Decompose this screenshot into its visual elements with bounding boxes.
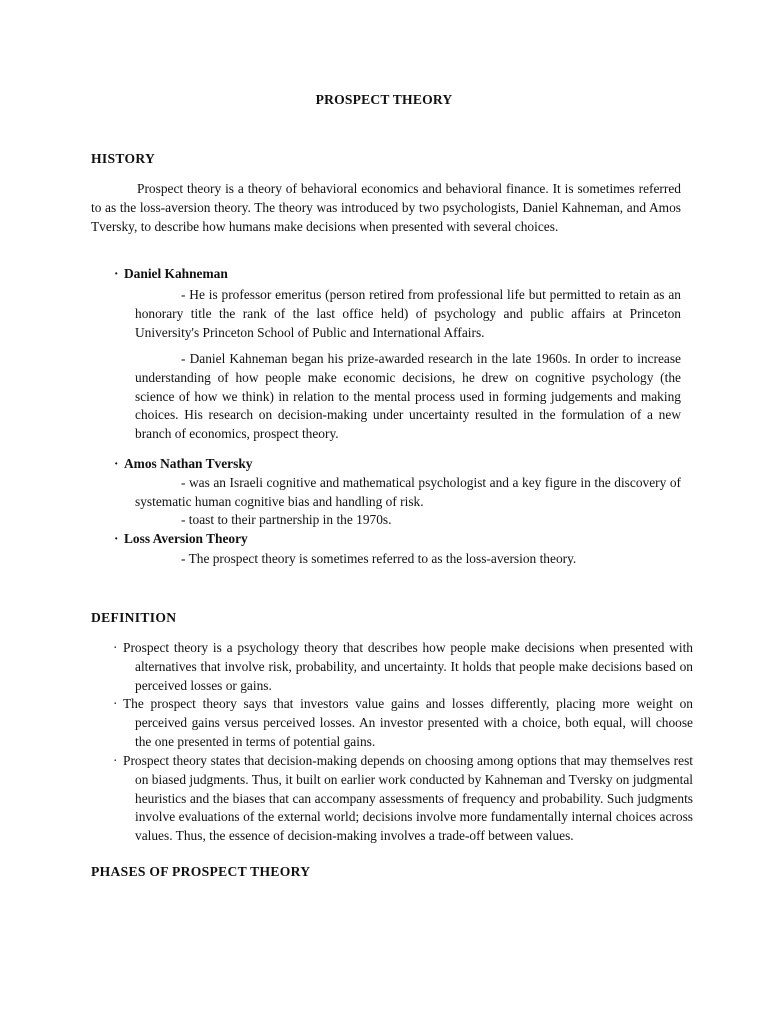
definition-bullet-dot-1: ·	[113, 640, 118, 655]
kahneman-point-2: - Daniel Kahneman began his prize-awarded research in the late 1960s. In order to increase understanding of how people make economic decisions, he drew on cognitive psychology (the science of how we think) in relation to the mental process used in forming judgements and making choices. His research on decision-making under uncertainty resulted in the formulation of a new branch of economics, prospect theory.	[135, 351, 681, 442]
loss-aversion-point-1: - The prospect theory is sometimes referred to as the loss-aversion theory.	[181, 551, 577, 566]
bullet-dot: ·	[114, 456, 119, 471]
section-heading-history: HISTORY	[91, 151, 156, 166]
bullet-heading-label: Daniel Kahneman	[124, 266, 228, 281]
tversky-point-1: - was an Israeli cognitive and mathematical psychologist and a key figure in the discovery of systematic human cognitive bias and handling of risk.	[135, 475, 681, 509]
tversky-point-2: - toast to their partnership in the 1970s.	[181, 512, 392, 527]
bullet-dot: ·	[114, 266, 119, 281]
definition-item-3: Prospect theory states that decision-making depends on choosing among options that may themselves rest on biased judgments. Thus, it built on earlier work conducted by Kahneman and Tversky on judgmental heuristics and the biases that can accompany assessments of frequency and probability. Such judgments involve evaluations of the external world; decisions involve more fundamentally internal choices across values. Thus, the essence of decision-making involves a trade-off between values.	[123, 753, 693, 844]
definition-bullet-dot-3: ·	[113, 753, 118, 768]
section-heading-phases: PHASES OF PROSPECT THEORY	[91, 864, 311, 879]
definition-item-2: The prospect theory says that investors value gains and losses differently, placing more weight on perceived gains versus perceived losses. An investor presented with a choice, both equal, will choose the one presented in terms of potential gains.	[123, 696, 693, 749]
bullet-loss-aversion	[114, 531, 248, 547]
kahneman-point-1: - He is professor emeritus (person retired from professional life but permitted to retain as an honorary title the rank of the last office held) of psychology and public affairs at Princeton University's Princeton School of Public and International Affairs.	[135, 287, 681, 340]
bullet-dot: ·	[114, 531, 119, 546]
section-heading-definition: DEFINITION	[91, 610, 177, 625]
page-title: PROSPECT THEORY	[315, 92, 453, 107]
bullet-amos-tversky	[114, 456, 252, 472]
definition-bullet-dot-2: ·	[113, 696, 118, 711]
bullet-daniel-kahneman	[114, 266, 228, 282]
history-intro-paragraph: Prospect theory is a theory of behavioral economics and behavioral finance. It is sometimes referred to as the loss-aversion theory. The theory was introduced by two psychologists, Daniel Kahneman, and Amos Tversky, to describe how humans make decisions when presented with several choices.	[91, 181, 681, 234]
bullet-heading-label: Loss Aversion Theory	[124, 531, 248, 546]
definition-item-1: Prospect theory is a psychology theory that describes how people make decisions when presented with alternatives that involve risk, probability, and uncertainty. It holds that people make decisions based on perceived losses or gains.	[123, 640, 693, 693]
bullet-heading-label: Amos Nathan Tversky	[124, 456, 253, 471]
